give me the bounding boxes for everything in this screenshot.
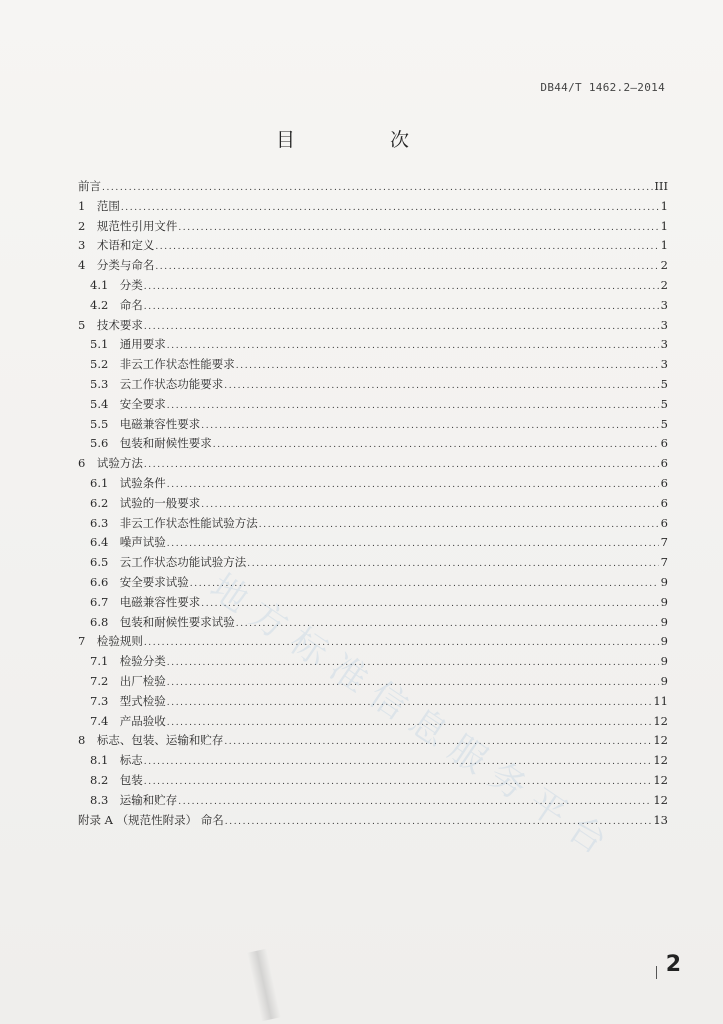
- toc-entry-label: 前言: [78, 179, 101, 193]
- toc-entry[interactable]: [78, 534, 668, 554]
- toc-dot-leader: [144, 322, 659, 332]
- scan-smudge: [247, 949, 281, 1022]
- toc-entry[interactable]: [78, 772, 668, 792]
- toc-entry-page: III: [654, 179, 668, 193]
- toc-entry-label: 5 技术要求: [78, 317, 143, 332]
- toc-entry-label: 6.4 噪声试验: [90, 535, 166, 550]
- toc-dot-leader: [167, 718, 653, 728]
- toc-entry-page: 6: [660, 495, 668, 510]
- toc-entry-page: 6: [660, 515, 668, 530]
- toc-dot-leader: [167, 678, 659, 688]
- toc-entry[interactable]: [78, 594, 668, 614]
- toc-entry-page: 1: [660, 238, 668, 253]
- toc-entry[interactable]: [78, 653, 668, 673]
- toc-entry[interactable]: [78, 554, 668, 574]
- toc-entry-label: 7.1 检验分类: [90, 654, 166, 669]
- toc-dot-leader: [167, 539, 659, 549]
- toc-entry-label: 5.3 云工作状态功能要求: [90, 376, 224, 391]
- toc-dot-leader: [144, 460, 659, 470]
- toc-entry-label: 5.6 包装和耐候性要求: [90, 436, 212, 451]
- toc-entry-label: 7.4 产品验收: [90, 713, 166, 728]
- toc-dot-leader: [178, 797, 652, 807]
- toc-dot-leader: [155, 242, 659, 252]
- toc-dot-leader: [167, 658, 659, 668]
- toc-entry[interactable]: [78, 515, 668, 535]
- toc-entry-page: 12: [653, 753, 668, 768]
- toc-dot-leader: [201, 599, 659, 609]
- toc-dot-leader: [224, 381, 659, 391]
- toc-dot-leader: [236, 361, 659, 371]
- toc-entry-label: 附录 A （规范性附录） 命名: [78, 812, 224, 827]
- toc-dot-leader: [144, 777, 653, 787]
- toc-dot-leader: [144, 302, 659, 312]
- toc-entry[interactable]: [78, 495, 668, 515]
- toc-entry-page: 5: [660, 416, 668, 431]
- toc-entry[interactable]: [78, 218, 668, 238]
- margin-mark: [656, 966, 658, 979]
- toc-dot-leader: [201, 421, 659, 431]
- toc-entry[interactable]: [78, 633, 668, 653]
- toc-entry[interactable]: [78, 732, 668, 752]
- toc-entry[interactable]: [78, 257, 668, 277]
- toc-entry-page: 13: [653, 812, 668, 827]
- toc-entry-label: 7.2 出厂检验: [90, 673, 166, 688]
- toc-entry-label: 4.1 分类: [90, 277, 143, 292]
- toc-entry-page: 9: [660, 614, 668, 629]
- toc-entry[interactable]: [78, 317, 668, 337]
- toc-dot-leader: [167, 401, 659, 411]
- toc-entry-page: 1: [660, 198, 668, 213]
- toc-entry[interactable]: [78, 792, 668, 812]
- toc-entry[interactable]: [78, 673, 668, 693]
- toc-entry-label: 6.7 电磁兼容性要求: [90, 594, 201, 609]
- toc-entry-page: 3: [660, 317, 668, 332]
- toc-entry[interactable]: [78, 475, 668, 495]
- toc-entry-page: 9: [660, 574, 668, 589]
- toc-entry[interactable]: [78, 812, 668, 832]
- toc-entry[interactable]: [78, 614, 668, 634]
- toc-entry[interactable]: [78, 376, 668, 396]
- toc-entry-page: 1: [660, 218, 668, 233]
- toc-dot-leader: [144, 638, 659, 648]
- toc-dot-leader: [178, 223, 659, 233]
- toc-entry-page: 9: [660, 673, 668, 688]
- toc-entry-page: 12: [653, 733, 668, 748]
- toc-entry-page: 5: [660, 396, 668, 411]
- toc-entry-label: 5.1 通用要求: [90, 337, 166, 352]
- page-title: 目 次: [275, 129, 447, 151]
- page-number: 2: [665, 952, 681, 977]
- toc-entry-page: 3: [660, 337, 668, 352]
- toc-dot-leader: [201, 500, 659, 510]
- toc-entry[interactable]: [78, 237, 668, 257]
- toc-entry-page: 6: [660, 475, 668, 490]
- toc-entry-label: 3 术语和定义: [78, 238, 155, 253]
- toc-entry-label: 2 规范性引用文件: [78, 218, 178, 233]
- toc-entry-label: 6.1 试验条件: [90, 475, 166, 490]
- table-of-contents: [78, 178, 668, 831]
- toc-entry[interactable]: [78, 356, 668, 376]
- toc-entry[interactable]: [78, 396, 668, 416]
- toc-entry-label: 6.6 安全要求试验: [90, 574, 189, 589]
- toc-entry-label: 8.3 运输和贮存: [90, 792, 178, 807]
- toc-entry-page: 12: [653, 772, 668, 787]
- toc-dot-leader: [259, 520, 659, 530]
- toc-entry-label: 5.4 安全要求: [90, 396, 166, 411]
- toc-dot-leader: [190, 579, 659, 589]
- toc-entry-label: 6.3 非云工作状态性能试验方法: [90, 515, 258, 530]
- toc-entry-page: 9: [660, 594, 668, 609]
- toc-entry-label: 4.2 命名: [90, 297, 143, 312]
- toc-dot-leader: [155, 262, 659, 272]
- toc-dot-leader: [236, 619, 659, 629]
- toc-dot-leader: [167, 698, 653, 708]
- toc-entry-page: 5: [660, 376, 668, 391]
- toc-entry-page: 2: [660, 258, 668, 273]
- toc-entry[interactable]: [78, 435, 668, 455]
- toc-entry-page: 2: [660, 277, 668, 292]
- toc-entry-label: 8.2 包装: [90, 772, 143, 787]
- toc-entry-label: 6.5 云工作状态功能试验方法: [90, 555, 247, 570]
- toc-dot-leader: [167, 341, 659, 351]
- toc-entry[interactable]: [78, 416, 668, 436]
- toc-entry-page: 7: [660, 535, 668, 550]
- toc-entry-label: 8 标志、包装、运输和贮存: [78, 733, 224, 748]
- toc-entry-label: 5.5 电磁兼容性要求: [90, 416, 201, 431]
- toc-dot-leader: [144, 282, 659, 292]
- toc-entry-label: 4 分类与命名: [78, 258, 155, 273]
- toc-entry-page: 6: [660, 456, 668, 471]
- toc-entry[interactable]: [78, 574, 668, 594]
- toc-entry-label: 6.2 试验的一般要求: [90, 495, 201, 510]
- toc-dot-leader: [225, 817, 653, 827]
- toc-entry-label: 8.1 标志: [90, 753, 143, 768]
- standard-code: DB44/T 1462.2—2014: [540, 81, 665, 94]
- toc-entry[interactable]: [78, 752, 668, 772]
- toc-entry-page: 12: [653, 713, 668, 728]
- toc-entry[interactable]: [78, 713, 668, 733]
- toc-dot-leader: [224, 737, 652, 747]
- toc-dot-leader: [247, 559, 659, 569]
- toc-entry-label: 6.8 包装和耐候性要求试验: [90, 614, 235, 629]
- toc-entry[interactable]: [78, 297, 668, 317]
- watermark: 地方标准信息服务平台: [202, 566, 624, 870]
- toc-entry[interactable]: [78, 693, 668, 713]
- toc-entry-label: 5.2 非云工作状态性能要求: [90, 357, 235, 372]
- toc-entry[interactable]: [78, 198, 668, 218]
- toc-entry-page: 7: [660, 555, 668, 570]
- toc-dot-leader: [102, 183, 653, 193]
- toc-entry-label: 7 检验规则: [78, 634, 143, 649]
- toc-entry-page: 9: [660, 654, 668, 669]
- toc-entry[interactable]: [78, 277, 668, 297]
- toc-entry-page: 6: [660, 436, 668, 451]
- toc-entry-page: 9: [660, 634, 668, 649]
- toc-entry-page: 3: [660, 357, 668, 372]
- toc-entry-label: 6 试验方法: [78, 456, 143, 471]
- toc-entry-label: 1 范围: [78, 198, 120, 213]
- toc-entry[interactable]: [78, 336, 668, 356]
- toc-entry-page: 11: [653, 693, 668, 708]
- toc-dot-leader: [121, 203, 659, 213]
- toc-entry[interactable]: [78, 455, 668, 475]
- toc-entry-page: 12: [653, 792, 668, 807]
- toc-entry-page: 3: [660, 297, 668, 312]
- toc-dot-leader: [144, 757, 653, 767]
- toc-entry-label: 7.3 型式检验: [90, 693, 166, 708]
- toc-dot-leader: [167, 480, 659, 490]
- toc-dot-leader: [213, 440, 659, 450]
- toc-entry[interactable]: [78, 178, 668, 198]
